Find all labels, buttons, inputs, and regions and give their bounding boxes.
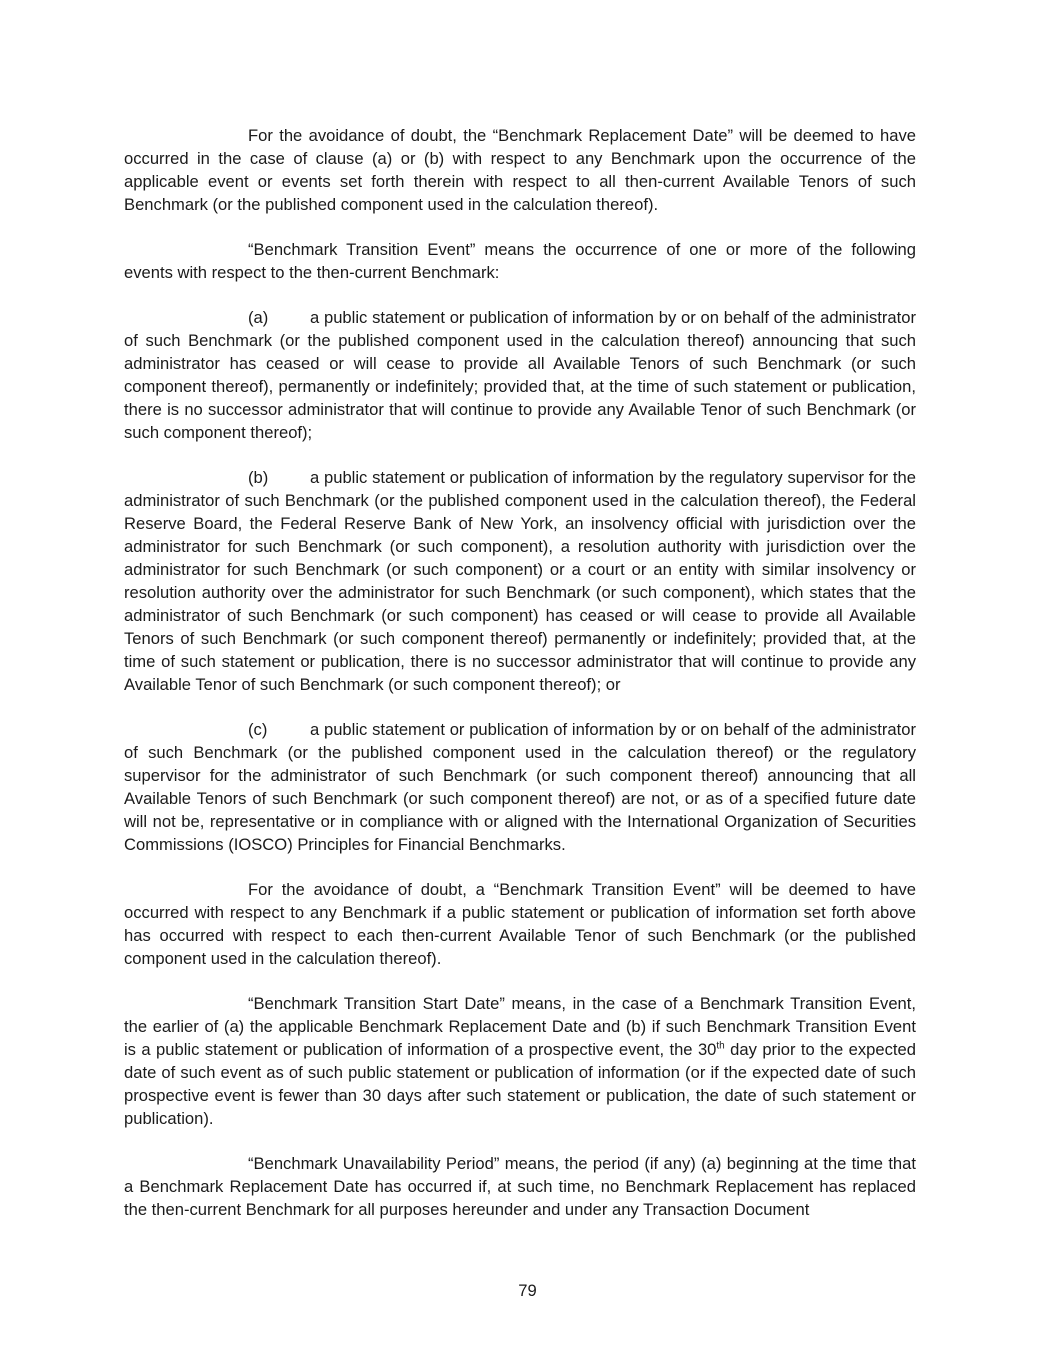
clause-c [124,718,916,856]
document-body [124,124,916,1243]
paragraph-replacement-date-doubt: For the avoidance of doubt, the “Benchmark Replacement Date” will be deemed to have occurred in the case of clause (a) or (b) with respect to any Benchmark upon the occurrence of the applicable event or events set forth therein with respect to all then-current Available Tenors of such Benchmark (or the published component used in the calculation thereof). [124,126,916,214]
paragraph-transition-start-date [124,992,916,1130]
ordinal-suffix: th [716,1040,725,1052]
start-date-text-after: day prior to the expected date of such event as of such public statement or publication of information (or if the expected date of such prospective event is fewer than 30 days after such statement or publication, the date of such statement or publication). [124,1040,916,1128]
page-number: 79 [518,1281,537,1300]
paragraph-transition-event-doubt: For the avoidance of doubt, a “Benchmark Transition Event” will be deemed to have occurred with respect to any Benchmark if a public statement or publication of information set forth above has occurred with respect to each then-current Available Tenor of such Benchmark (or the published component used in the calculation thereof). [124,880,916,968]
start-date-text-before: “Benchmark Transition Start Date” means, in the case of a Benchmark Transition Event, the earlier of (a) the applicable Benchmark Replacement Date and (b) if such Benchmark Transition Event is a public statement or publication of information of a prospective event, the 30 [124,994,916,1059]
clause-a-label: (a) [248,308,269,327]
clause-b-text: a public statement or publication of information by the regulatory supervisor for the administrator of such Benchmark (or the published component used in the calculation thereof), the Federal Reserve Board, the Federal Reserve Bank of New York, an insolvency official with jurisdiction over the administrator for such Benchmark (or such component), a resolution authority with jurisdiction over the administrator for such Benchmark (or such component) or a court or an entity with similar insolvency or resolution authority over the administrator for such Benchmark (or such component), which states that the administrator of such Benchmark (or such component) has ceased or will cease to provide all Available Tenors of such Benchmark (or such component thereof) permanently or indefinitely; provided that, at the time of such statement or publication, there is no successor administrator that will continue to provide any Available Tenor of such Benchmark (or such component thereof); or [124,468,916,694]
clause-b-label: (b) [248,468,269,487]
clause-b [124,466,916,696]
clause-c-label: (c) [248,720,268,739]
paragraph-unavailability-period: “Benchmark Unavailability Period” means, the period (if any) (a) beginning at the time that a Benchmark Replacement Date has occurred if, at such time, no Benchmark Replacement has replaced the then-current Benchmark for all purposes hereunder and under any Transaction Document [124,1154,916,1219]
clause-a-text: a public statement or publication of information by or on behalf of the administrator of such Benchmark (or the published component used in the calculation thereof) announcing that such administrator has ceased or will cease to provide all Available Tenors of such Benchmark (or such component thereof), permanently or indefinitely; provided that, at the time of such statement or publication, there is no successor administrator that will continue to provide any Available Tenor of such Benchmark (or such component thereof); [124,308,916,442]
paragraph-transition-event-definition: “Benchmark Transition Event” means the occurrence of one or more of the following events with respect to the then-current Benchmark: [124,240,916,282]
clause-c-text: a public statement or publication of information by or on behalf of the administrator of such Benchmark (or the published component used in the calculation thereof) or the regulatory supervisor for the administrator of such Benchmark (or such component thereof) announcing that all Available Tenors of such Benchmark (or such component thereof) are not, or as of a specified future date will not be, representative or in compliance with or aligned with the International Organization of Securities Commissions (IOSCO) Principles for Financial Benchmarks. [124,720,916,854]
clause-a [124,306,916,444]
